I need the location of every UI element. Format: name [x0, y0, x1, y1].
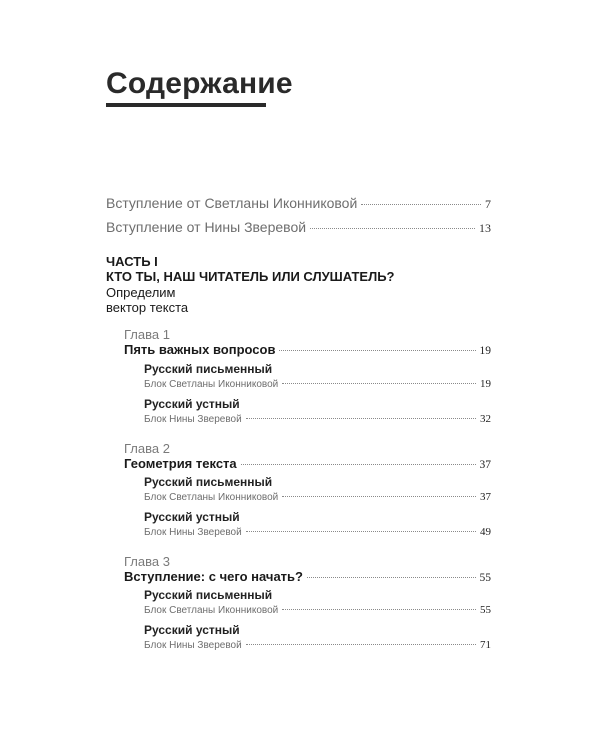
section-title: Русский устный — [144, 623, 240, 637]
part-subtitle-line-2: вектор текста — [106, 300, 189, 315]
part-title: КТО ТЫ, НАШ ЧИТАТЕЛЬ ИЛИ СЛУШАТЕЛЬ? — [106, 269, 395, 284]
toc-entry-block[interactable] — [144, 526, 491, 538]
toc-page-number: 19 — [480, 378, 491, 390]
toc-entry-chapter-2[interactable] — [124, 456, 491, 471]
chapter-title: Пять важных вопросов — [124, 342, 276, 357]
block-label: Блок Нины Зверевой — [144, 527, 242, 538]
dot-leader — [279, 349, 475, 351]
toc-page-number: 37 — [479, 459, 491, 471]
block-label: Блок Нины Зверевой — [144, 414, 242, 425]
toc-entry-block[interactable] — [144, 413, 491, 425]
toc-page-number: 49 — [480, 526, 491, 538]
toc-entry-chapter-1[interactable] — [124, 342, 491, 357]
chapter-label: Глава 2 — [124, 441, 170, 456]
toc-page-number: 32 — [480, 413, 491, 425]
dot-leader — [282, 608, 476, 610]
block-label: Блок Светланы Иконниковой — [144, 492, 279, 503]
toc-page-number: 37 — [480, 491, 491, 503]
dot-leader — [310, 227, 475, 229]
chapter-title: Геометрия текста — [124, 456, 237, 471]
title-underline — [106, 103, 266, 107]
part-number: ЧАСТЬ I — [106, 254, 158, 269]
section-title: Русский письменный — [144, 362, 273, 376]
toc-entry-intro-1[interactable] — [106, 195, 491, 212]
section-title: Русский письменный — [144, 588, 273, 602]
toc-entry-block[interactable] — [144, 491, 491, 503]
dot-leader — [307, 576, 476, 578]
toc-page-number: 7 — [485, 197, 491, 211]
toc-entry-block[interactable] — [144, 639, 491, 651]
toc-page-number: 55 — [480, 604, 491, 616]
block-label: Блок Светланы Иконниковой — [144, 379, 279, 390]
chapter-label: Глава 3 — [124, 554, 170, 569]
dot-leader — [282, 382, 476, 384]
toc-entry-label: Вступление от Нины Зверевой — [106, 219, 307, 235]
section-title: Русский письменный — [144, 475, 273, 489]
toc-page-number: 55 — [479, 572, 491, 584]
dot-leader — [246, 417, 476, 419]
block-label: Блок Нины Зверевой — [144, 640, 242, 651]
section-title: Русский устный — [144, 510, 240, 524]
dot-leader — [246, 530, 476, 532]
toc-entry-block[interactable] — [144, 378, 491, 390]
dot-leader — [241, 463, 476, 465]
chapter-title: Вступление: с чего начать? — [124, 569, 303, 584]
toc-page-number: 71 — [480, 639, 491, 651]
dot-leader — [282, 495, 476, 497]
section-title: Русский устный — [144, 397, 240, 411]
dot-leader — [246, 643, 476, 645]
toc-entry-label: Вступление от Светланы Иконниковой — [106, 195, 358, 211]
chapter-label: Глава 1 — [124, 327, 170, 342]
part-subtitle-line-1: Определим — [106, 285, 176, 300]
toc-entry-chapter-3[interactable] — [124, 569, 491, 584]
dot-leader — [361, 203, 481, 205]
toc-entry-intro-2[interactable] — [106, 219, 491, 236]
page-title: Содержание — [106, 67, 293, 100]
toc-entry-block[interactable] — [144, 604, 491, 616]
toc-page-number: 19 — [479, 345, 491, 357]
block-label: Блок Светланы Иконниковой — [144, 605, 279, 616]
toc-page-number: 13 — [479, 221, 491, 235]
